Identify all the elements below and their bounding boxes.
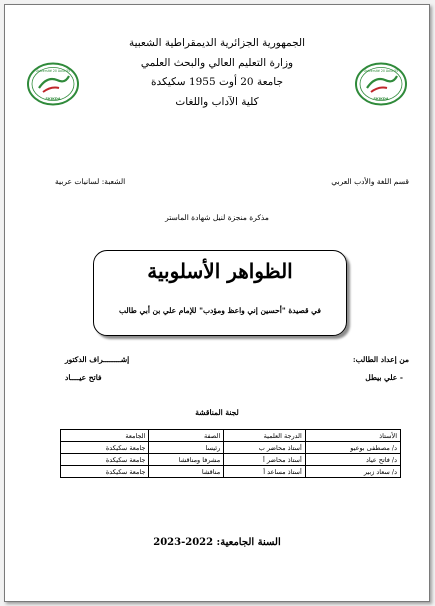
column-header: الجامعة	[61, 430, 149, 442]
student-name: - علي بيطل	[365, 373, 403, 382]
table-cell: رئيسا	[149, 442, 224, 454]
document-page	[4, 4, 430, 602]
svg-text:Université 20 Août 55: Université 20 Août 55	[35, 69, 71, 73]
thesis-title: الظواهر الأسلوبية	[147, 259, 293, 283]
table-row	[61, 466, 401, 478]
svg-text:SKIKDA: SKIKDA	[373, 97, 389, 101]
table-cell: د/ فاتح عياد	[305, 454, 400, 466]
table-cell: مشرفا ومناقشا	[149, 454, 224, 466]
supervisor-label: إشــــــــراف الدكتور	[65, 355, 130, 364]
table-row	[61, 454, 401, 466]
table-cell: جامعة سكيكدة	[61, 442, 149, 454]
table-header-row	[61, 430, 401, 442]
table-cell: أستاذ مساعد أ	[224, 466, 306, 478]
table-cell: جامعة سكيكدة	[61, 466, 149, 478]
table-row	[61, 442, 401, 454]
header-university: جامعة 20 أوت 1955 سكيكدة	[151, 76, 283, 88]
table-cell: أستاذ محاضر ب	[224, 442, 306, 454]
header-faculty: كلية الآداب واللغات	[175, 96, 259, 108]
table-cell: د/ مصطفى بوعيو	[305, 442, 400, 454]
supervisor-name: فاتح عيــــاد	[65, 373, 102, 382]
academic-year: السنة الجامعية: 2022-2023	[153, 537, 281, 548]
svg-text:SKIKDA: SKIKDA	[45, 97, 61, 101]
memo-statement: مذكرة منجزة لنيل شهادة الماستر	[165, 213, 269, 222]
table-cell: أستاذ محاضر أ	[224, 454, 306, 466]
title-box	[93, 250, 347, 336]
department: قسم اللغة والأدب العربي	[331, 177, 409, 186]
table-cell: د/ سعاد زبير	[305, 466, 400, 478]
column-header: الأستاذ	[305, 430, 400, 442]
column-header: الدرجة العلمية	[224, 430, 306, 442]
table-cell: جامعة سكيكدة	[61, 454, 149, 466]
table-cell: مناقشا	[149, 466, 224, 478]
header-ministry: وزارة التعليم العالي والبحث العلمي	[140, 57, 294, 69]
thesis-subtitle: في قصيدة "أحسين إني واعظ ومؤدب" للإمام علي بن أبي طالب	[118, 306, 322, 315]
svg-text:Université 20 Août 55: Université 20 Août 55	[363, 69, 399, 73]
header-republic: الجمهورية الجزائرية الديمقراطية الشعبية	[128, 37, 306, 49]
students-label: من إعداد الطالب:	[352, 355, 409, 364]
specialty: الشعبة: لسانيات عربية	[55, 177, 126, 186]
column-header: الصفة	[149, 430, 224, 442]
committee-title: لجنة المناقشة	[195, 408, 239, 417]
committee-table	[60, 429, 401, 478]
